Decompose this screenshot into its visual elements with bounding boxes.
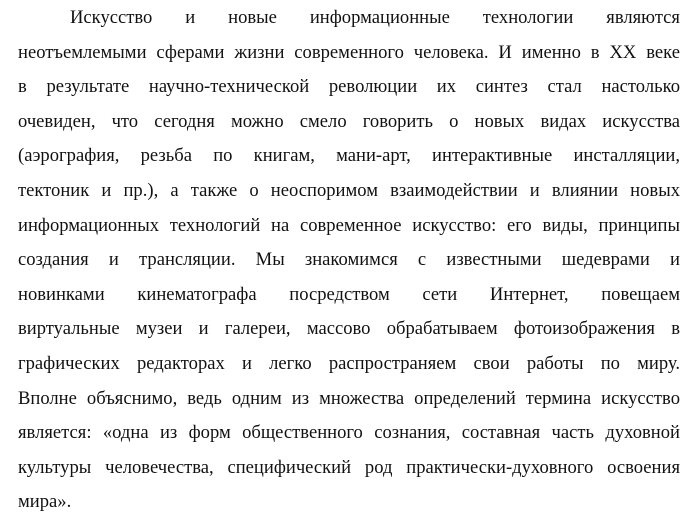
text-line: Искусство и новые информационные технологии являются — [70, 7, 680, 28]
text-line: в результате научно-технической революции их синтез стал настолько — [18, 76, 680, 98]
text-line: мира». — [18, 491, 72, 513]
text-line: создания и трансляции. Мы знакомимся с известными шедеврами и — [18, 249, 680, 271]
text-line: новинками кинематографа посредством сети Интернет, повещаем — [18, 283, 680, 305]
text-line: Вполне объяснимо, ведь одним из множества определений термина искусство — [18, 387, 680, 409]
text-line: информационных технологий на современное искусство: его виды, принципы — [18, 214, 680, 236]
text-line: является: «одна из форм общественного сознания, составная часть духовной — [18, 422, 680, 444]
text-line: культуры человечества, специфический род практически-духовного освоения — [18, 456, 680, 478]
text-line: тектоник и пр.), а также о неоспоримом взаимодействии и влиянии новых — [18, 179, 680, 201]
text-line: очевиден, что сегодня можно смело говорить о новых видах искусства — [18, 110, 680, 132]
text-line: (аэрография, резьба по книгам, мани-арт, интерактивные инсталляции, — [18, 145, 680, 167]
text-line: графических редакторах и легко распространяем свои работы по миру. — [18, 352, 680, 374]
text-line: неотъемлемыми сферами жизни современного человека. И именно в XX веке — [18, 41, 680, 63]
body-paragraph — [18, 1, 680, 520]
text-line: виртуальные музеи и галереи, массово обрабатываем фотоизображения в — [18, 318, 680, 340]
